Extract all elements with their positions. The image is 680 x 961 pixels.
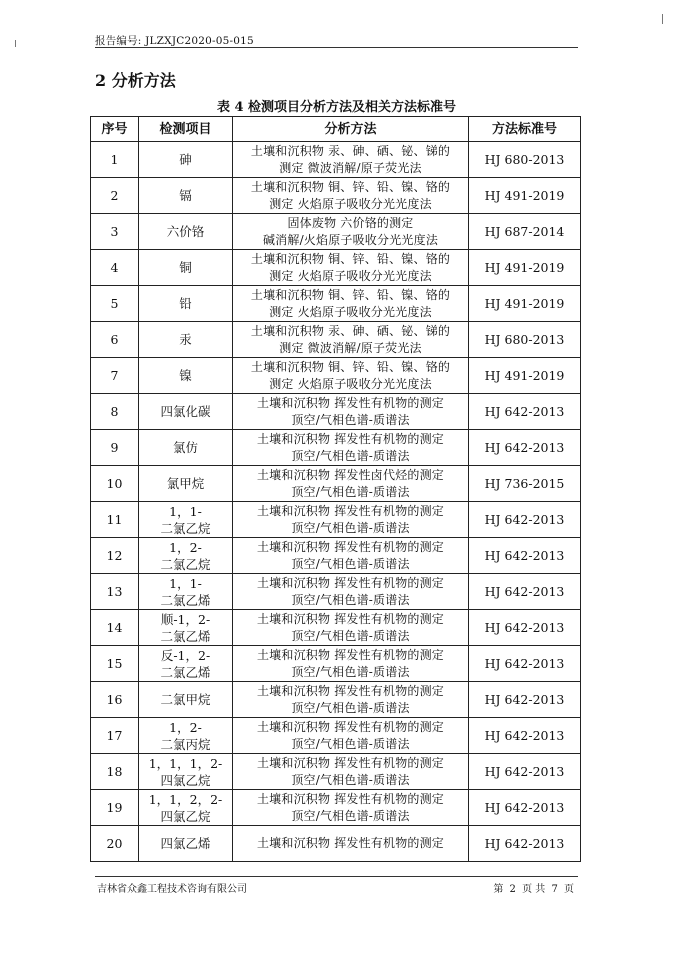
method-standard-number: HJ 642-2013 bbox=[469, 538, 581, 574]
analysis-method-line: 土壤和沉积物 挥发性有机物的测定 bbox=[256, 683, 445, 698]
analysis-method-line: 测定 微波消解/原子荧光法 bbox=[279, 160, 422, 175]
analysis-method bbox=[233, 214, 469, 250]
test-item-line: 镉 bbox=[179, 188, 192, 203]
analysis-method-line: 土壤和沉积物 挥发性有机物的测定 bbox=[256, 755, 445, 770]
method-standard-number: HJ 491-2019 bbox=[469, 250, 581, 286]
test-item-line: 四氯乙烷 bbox=[160, 772, 211, 788]
analysis-method bbox=[233, 682, 469, 718]
row-number: 5 bbox=[91, 286, 139, 322]
page-prefix: 第 bbox=[493, 884, 504, 895]
row-number: 14 bbox=[91, 610, 139, 646]
analysis-method-line: 顶空/气相色谱-质谱法 bbox=[291, 628, 410, 643]
method-standard-number: HJ 642-2013 bbox=[469, 790, 581, 826]
method-standard-number: HJ 491-2019 bbox=[469, 178, 581, 214]
analysis-method-line: 顶空/气相色谱-质谱法 bbox=[291, 772, 410, 787]
analysis-method-line: 碱消解/火焰原子吸收分光光度法 bbox=[262, 232, 439, 247]
page-mid: 页 共 bbox=[522, 884, 546, 895]
analysis-method-line: 测定 火焰原子吸收分光光度法 bbox=[269, 196, 432, 211]
table-row bbox=[91, 322, 581, 358]
method-standard-number: HJ 491-2019 bbox=[469, 286, 581, 322]
test-item-line: 二氯乙烷 bbox=[160, 556, 211, 572]
test-item bbox=[139, 394, 233, 430]
test-item-line: 汞 bbox=[179, 332, 192, 347]
row-number: 7 bbox=[91, 358, 139, 394]
row-number: 15 bbox=[91, 646, 139, 682]
page-current: 2 bbox=[509, 884, 516, 895]
analysis-method-line: 土壤和沉积物 挥发性有机物的测定 bbox=[256, 395, 445, 410]
method-standard-number: HJ 642-2013 bbox=[469, 574, 581, 610]
analysis-method-line: 土壤和沉积物 铜、锌、铅、镍、铬的 bbox=[250, 251, 451, 266]
analysis-method-line: 土壤和沉积物 挥发性有机物的测定 bbox=[256, 503, 445, 518]
analysis-method-line: 顶空/气相色谱-质谱法 bbox=[291, 700, 410, 715]
analysis-method-line: 顶空/气相色谱-质谱法 bbox=[291, 484, 410, 499]
analysis-method-line: 顶空/气相色谱-质谱法 bbox=[291, 448, 410, 463]
analysis-method bbox=[233, 250, 469, 286]
analysis-method-line: 测定 火焰原子吸收分光光度法 bbox=[269, 376, 432, 391]
test-item-line: 铜 bbox=[179, 260, 192, 275]
analysis-method bbox=[233, 754, 469, 790]
test-item-line: 四氯乙烷 bbox=[160, 808, 211, 824]
test-item-line: 顺-1，2- bbox=[160, 611, 211, 627]
method-standard-number: HJ 642-2013 bbox=[469, 826, 581, 862]
test-item bbox=[139, 466, 233, 502]
table-row bbox=[91, 574, 581, 610]
method-standard-number: HJ 642-2013 bbox=[469, 718, 581, 754]
analysis-method bbox=[233, 826, 469, 862]
methods-table bbox=[90, 116, 581, 862]
analysis-method bbox=[233, 718, 469, 754]
test-item bbox=[139, 790, 233, 826]
row-number: 2 bbox=[91, 178, 139, 214]
analysis-method bbox=[233, 322, 469, 358]
table-row bbox=[91, 610, 581, 646]
test-item bbox=[139, 538, 233, 574]
method-standard-number: HJ 680-2013 bbox=[469, 142, 581, 178]
report-number: 报告编号: JLZXJC2020-05-015 bbox=[95, 35, 254, 47]
method-standard-number: HJ 642-2013 bbox=[469, 682, 581, 718]
row-number: 10 bbox=[91, 466, 139, 502]
table-row bbox=[91, 718, 581, 754]
test-item-line: 1，1- bbox=[169, 575, 202, 591]
analysis-method-line: 土壤和沉积物 挥发性有机物的测定 bbox=[256, 575, 445, 590]
method-standard-number: HJ 642-2013 bbox=[469, 610, 581, 646]
analysis-method-line: 测定 火焰原子吸收分光光度法 bbox=[269, 304, 432, 319]
report-header bbox=[95, 30, 578, 48]
analysis-method-line: 土壤和沉积物 挥发性有机物的测定 bbox=[256, 791, 445, 806]
analysis-method-line: 顶空/气相色谱-质谱法 bbox=[291, 808, 410, 823]
test-item-line: 二氯丙烷 bbox=[160, 736, 211, 752]
table-row bbox=[91, 466, 581, 502]
analysis-method-line: 土壤和沉积物 挥发性有机物的测定 bbox=[256, 611, 445, 626]
table-row bbox=[91, 646, 581, 682]
analysis-method-line: 顶空/气相色谱-质谱法 bbox=[291, 556, 410, 571]
analysis-method-line: 土壤和沉积物 挥发性卤代烃的测定 bbox=[256, 467, 445, 482]
method-standard-number: HJ 687-2014 bbox=[469, 214, 581, 250]
column-header-no: 序号 bbox=[91, 117, 139, 142]
row-number: 12 bbox=[91, 538, 139, 574]
test-item-line: 1，2- bbox=[169, 539, 202, 555]
analysis-method-line: 土壤和沉积物 挥发性有机物的测定 bbox=[256, 431, 445, 446]
table-row bbox=[91, 286, 581, 322]
page-suffix: 页 bbox=[564, 884, 574, 895]
analysis-method bbox=[233, 538, 469, 574]
method-standard-number: HJ 491-2019 bbox=[469, 358, 581, 394]
test-item bbox=[139, 286, 233, 322]
test-item-line: 六价铬 bbox=[166, 224, 205, 239]
table-row bbox=[91, 178, 581, 214]
company-name: 吉林省众鑫工程技术咨询有限公司 bbox=[97, 884, 247, 895]
analysis-method bbox=[233, 178, 469, 214]
test-item-line: 反-1，2- bbox=[160, 647, 211, 663]
analysis-method-line: 土壤和沉积物 挥发性有机物的测定 bbox=[256, 836, 445, 850]
analysis-method bbox=[233, 286, 469, 322]
test-item-line: 镍 bbox=[179, 368, 192, 383]
test-item bbox=[139, 682, 233, 718]
analysis-method-line: 顶空/气相色谱-质谱法 bbox=[291, 592, 410, 607]
test-item bbox=[139, 826, 233, 862]
analysis-method-line: 土壤和沉积物 挥发性有机物的测定 bbox=[256, 539, 445, 554]
method-standard-number: HJ 736-2015 bbox=[469, 466, 581, 502]
row-number: 1 bbox=[91, 142, 139, 178]
analysis-method-line: 固体废物 六价铬的测定 bbox=[287, 215, 414, 230]
row-number: 6 bbox=[91, 322, 139, 358]
test-item-line: 1，1- bbox=[169, 503, 202, 519]
analysis-method bbox=[233, 502, 469, 538]
test-item-line: 1，1，1，2- bbox=[148, 755, 223, 771]
test-item-line: 四氯化碳 bbox=[160, 404, 211, 419]
test-item-line: 砷 bbox=[179, 152, 192, 167]
table-row bbox=[91, 394, 581, 430]
row-number: 3 bbox=[91, 214, 139, 250]
analysis-method-line: 土壤和沉积物 汞、砷、硒、铋、锑的 bbox=[250, 143, 451, 158]
test-item-line: 二氯乙烯 bbox=[160, 628, 211, 644]
row-number: 19 bbox=[91, 790, 139, 826]
test-item-line: 1，1，2，2- bbox=[148, 791, 223, 807]
test-item bbox=[139, 214, 233, 250]
column-header-standard: 方法标准号 bbox=[469, 117, 581, 142]
test-item-line: 二氯乙烯 bbox=[160, 664, 211, 680]
table-row bbox=[91, 754, 581, 790]
test-item-line: 四氯乙烯 bbox=[160, 836, 211, 851]
test-item bbox=[139, 646, 233, 682]
test-item-line: 二氯乙烷 bbox=[160, 520, 211, 536]
test-item bbox=[139, 358, 233, 394]
test-item bbox=[139, 610, 233, 646]
header-rule bbox=[95, 47, 578, 48]
test-item bbox=[139, 430, 233, 466]
analysis-method bbox=[233, 466, 469, 502]
method-standard-number: HJ 642-2013 bbox=[469, 646, 581, 682]
analysis-method-line: 土壤和沉积物 挥发性有机物的测定 bbox=[256, 647, 445, 662]
row-number: 8 bbox=[91, 394, 139, 430]
analysis-method bbox=[233, 142, 469, 178]
analysis-method-line: 顶空/气相色谱-质谱法 bbox=[291, 664, 410, 679]
row-number: 17 bbox=[91, 718, 139, 754]
table-row bbox=[91, 142, 581, 178]
table-row bbox=[91, 826, 581, 862]
test-item-line: 氯甲烷 bbox=[166, 476, 205, 491]
test-item-line: 铅 bbox=[179, 296, 192, 311]
method-standard-number: HJ 642-2013 bbox=[469, 430, 581, 466]
test-item-line: 1，2- bbox=[169, 719, 202, 735]
test-item bbox=[139, 754, 233, 790]
test-item bbox=[139, 718, 233, 754]
analysis-method-line: 土壤和沉积物 铜、锌、铅、镍、铬的 bbox=[250, 359, 451, 374]
method-standard-number: HJ 642-2013 bbox=[469, 394, 581, 430]
table-row bbox=[91, 790, 581, 826]
table-row bbox=[91, 214, 581, 250]
row-number: 13 bbox=[91, 574, 139, 610]
analysis-method bbox=[233, 430, 469, 466]
page-footer bbox=[95, 876, 578, 897]
column-header-item: 检测项目 bbox=[139, 117, 233, 142]
analysis-method bbox=[233, 790, 469, 826]
test-item bbox=[139, 322, 233, 358]
section-title: 2 分析方法 bbox=[95, 71, 176, 90]
test-item bbox=[139, 250, 233, 286]
method-standard-number: HJ 642-2013 bbox=[469, 754, 581, 790]
method-standard-number: HJ 642-2013 bbox=[469, 502, 581, 538]
table-row bbox=[91, 538, 581, 574]
scan-mark bbox=[15, 40, 16, 47]
table-caption: 表 4 检测项目分析方法及相关方法标准号 bbox=[216, 100, 457, 115]
methods-table-body bbox=[91, 142, 581, 862]
analysis-method-line: 土壤和沉积物 汞、砷、硒、铋、锑的 bbox=[250, 323, 451, 338]
table-row bbox=[91, 250, 581, 286]
analysis-method bbox=[233, 646, 469, 682]
row-number: 18 bbox=[91, 754, 139, 790]
row-number: 4 bbox=[91, 250, 139, 286]
table-row bbox=[91, 502, 581, 538]
analysis-method-line: 顶空/气相色谱-质谱法 bbox=[291, 520, 410, 535]
page-indicator bbox=[490, 880, 574, 895]
analysis-method-line: 测定 火焰原子吸收分光光度法 bbox=[269, 268, 432, 283]
test-item-line: 二氯甲烷 bbox=[160, 692, 211, 707]
row-number: 16 bbox=[91, 682, 139, 718]
table-row bbox=[91, 682, 581, 718]
analysis-method-line: 土壤和沉积物 铜、锌、铅、镍、铬的 bbox=[250, 179, 451, 194]
analysis-method-line: 顶空/气相色谱-质谱法 bbox=[291, 736, 410, 751]
row-number: 9 bbox=[91, 430, 139, 466]
analysis-method bbox=[233, 574, 469, 610]
row-number: 20 bbox=[91, 826, 139, 862]
analysis-method bbox=[233, 610, 469, 646]
test-item bbox=[139, 142, 233, 178]
analysis-method bbox=[233, 394, 469, 430]
column-header-method: 分析方法 bbox=[233, 117, 469, 142]
analysis-method bbox=[233, 358, 469, 394]
analysis-method-line: 顶空/气相色谱-质谱法 bbox=[291, 412, 410, 427]
test-item-line: 氯仿 bbox=[172, 440, 198, 455]
row-number: 11 bbox=[91, 502, 139, 538]
analysis-method-line: 土壤和沉积物 铜、锌、铅、镍、铬的 bbox=[250, 287, 451, 302]
page-total: 7 bbox=[551, 884, 558, 895]
scan-mark bbox=[662, 14, 663, 24]
test-item bbox=[139, 574, 233, 610]
method-standard-number: HJ 680-2013 bbox=[469, 322, 581, 358]
test-item-line: 二氯乙烯 bbox=[160, 592, 211, 608]
test-item bbox=[139, 502, 233, 538]
analysis-method-line: 土壤和沉积物 挥发性有机物的测定 bbox=[256, 719, 445, 734]
test-item bbox=[139, 178, 233, 214]
analysis-method-line: 测定 微波消解/原子荧光法 bbox=[279, 340, 422, 355]
table-row bbox=[91, 358, 581, 394]
table-header-row bbox=[91, 117, 581, 142]
table-row bbox=[91, 430, 581, 466]
